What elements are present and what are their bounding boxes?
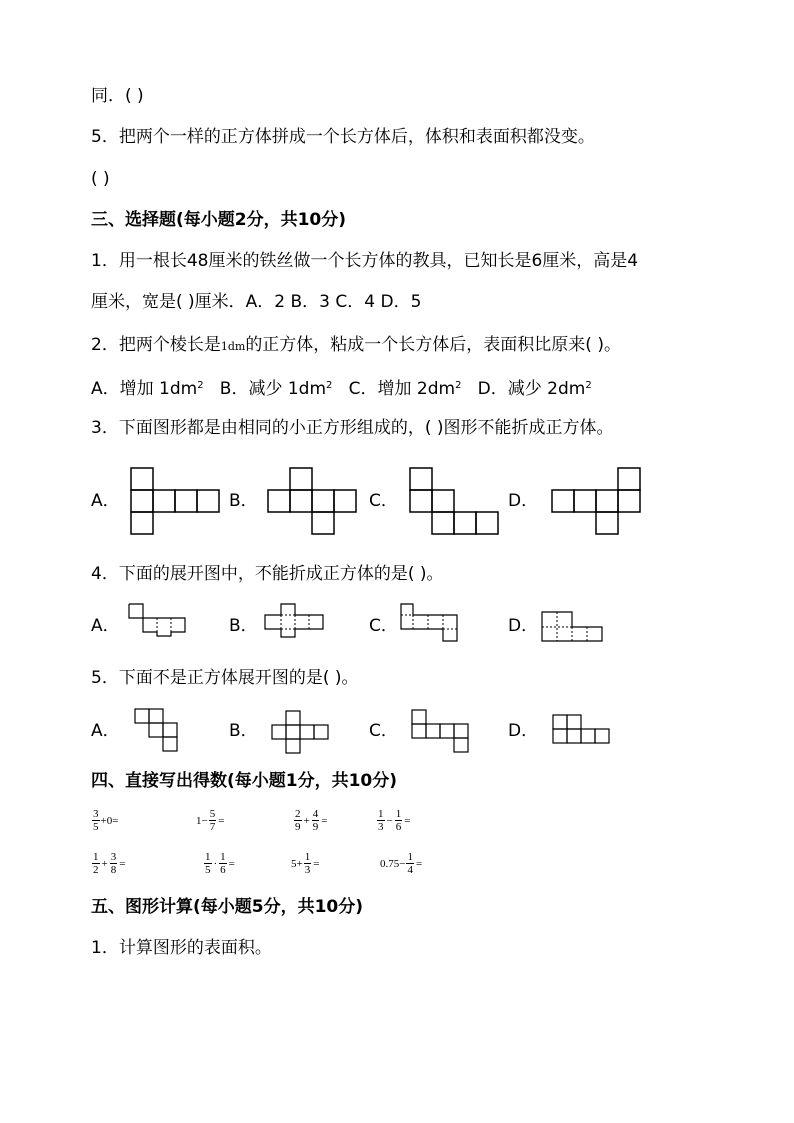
math-item-5: $\frac{1}{2}$ + $\frac{3}{8}$ = bbox=[93, 851, 126, 876]
q3-net-b bbox=[267, 467, 359, 537]
q2-text-pre: 2．把两个棱长是 bbox=[91, 335, 221, 355]
q4-net-b bbox=[264, 603, 326, 639]
q2-option-b: B．减少 $1dm^2$ bbox=[219, 379, 333, 399]
mc-question-5: 5．下面不是正方体展开图的是( )。 bbox=[91, 668, 359, 688]
tf-question-5: 5．把两个一样的正方体拼成一个长方体后，体积和表面积都没变。 bbox=[91, 127, 595, 147]
q3-label-d: D． bbox=[508, 491, 539, 511]
tf4-continuation: 同．( ) bbox=[91, 86, 144, 106]
q5-label-d: D． bbox=[508, 721, 539, 741]
q3-net-d bbox=[551, 467, 643, 537]
tf5-answer-paren: ( ) bbox=[91, 169, 110, 189]
q3-net-a bbox=[130, 467, 222, 537]
math-item-6: $\frac{1}{5}$ · $\frac{1}{6}$ = bbox=[205, 851, 235, 876]
q2-option-d: D．减少 $2dm^2$ bbox=[477, 379, 592, 399]
section-5-heading: 五、图形计算(每小题5分，共10分) bbox=[91, 897, 364, 917]
calc-question-1: 1．计算图形的表面积。 bbox=[91, 938, 272, 958]
q5-net-a bbox=[134, 708, 182, 752]
q5-label-a: A． bbox=[91, 721, 120, 741]
q5-net-c bbox=[411, 709, 471, 753]
q5-net-b bbox=[271, 710, 331, 754]
q4-net-d bbox=[541, 611, 605, 645]
q3-net-c bbox=[409, 467, 501, 537]
q2-unit: 1dm bbox=[220, 340, 246, 353]
q4-net-c bbox=[400, 603, 460, 643]
q2-option-c: C．增加 $2dm^2$ bbox=[348, 379, 462, 399]
section-3-heading: 三、选择题(每小题2分，共10分) bbox=[91, 210, 347, 230]
math-item-7: 5+ $\frac{1}{3}$ = bbox=[291, 851, 320, 876]
q4-label-d: D． bbox=[508, 616, 539, 636]
mc-question-2 bbox=[91, 335, 621, 357]
q2-option-a: A．增加 $1dm^2$ bbox=[91, 379, 204, 399]
q4-label-c: C． bbox=[369, 616, 398, 636]
section-4-heading: 四、直接写出得数(每小题1分，共10分) bbox=[91, 771, 398, 791]
mc-question-4: 4．下面的展开图中，不能折成正方体的是( )。 bbox=[91, 564, 444, 584]
q4-net-a bbox=[128, 603, 188, 639]
math-item-3: $\frac{2}{9}$ + $\frac{4}{9}$ = bbox=[295, 808, 328, 833]
q4-label-a: A． bbox=[91, 616, 120, 636]
math-item-8: 0.75− $\frac{1}{4}$ = bbox=[380, 851, 423, 876]
mc-question-2-options bbox=[91, 376, 592, 399]
math-item-4: $\frac{1}{3}$ − $\frac{1}{6}$ = bbox=[378, 808, 411, 833]
mc-question-1-line1: 1．用一根长48厘米的铁丝做一个长方体的教具，已知长是6厘米，高是4 bbox=[91, 251, 639, 271]
mc-question-3: 3．下面图形都是由相同的小正方形组成的，( )图形不能折成正方体。 bbox=[91, 418, 614, 438]
q5-label-c: C． bbox=[369, 721, 398, 741]
q2-text-post: 的正方体，粘成一个长方体后，表面积比原来( )。 bbox=[245, 335, 621, 355]
math-item-2: 1− $\frac{5}{7}$ = bbox=[196, 808, 225, 833]
q3-label-b: B． bbox=[229, 491, 258, 511]
q5-label-b: B． bbox=[229, 721, 258, 741]
q3-label-c: C． bbox=[369, 491, 398, 511]
mc-question-1-line2: 厘米，宽是( )厘米．A．2 B．3 C．4 D．5 bbox=[91, 292, 422, 312]
q3-label-a: A． bbox=[91, 491, 120, 511]
q5-net-d bbox=[552, 714, 612, 746]
q4-label-b: B． bbox=[229, 616, 258, 636]
math-item-1: $\frac{3}{5}$ +0= bbox=[93, 808, 119, 833]
